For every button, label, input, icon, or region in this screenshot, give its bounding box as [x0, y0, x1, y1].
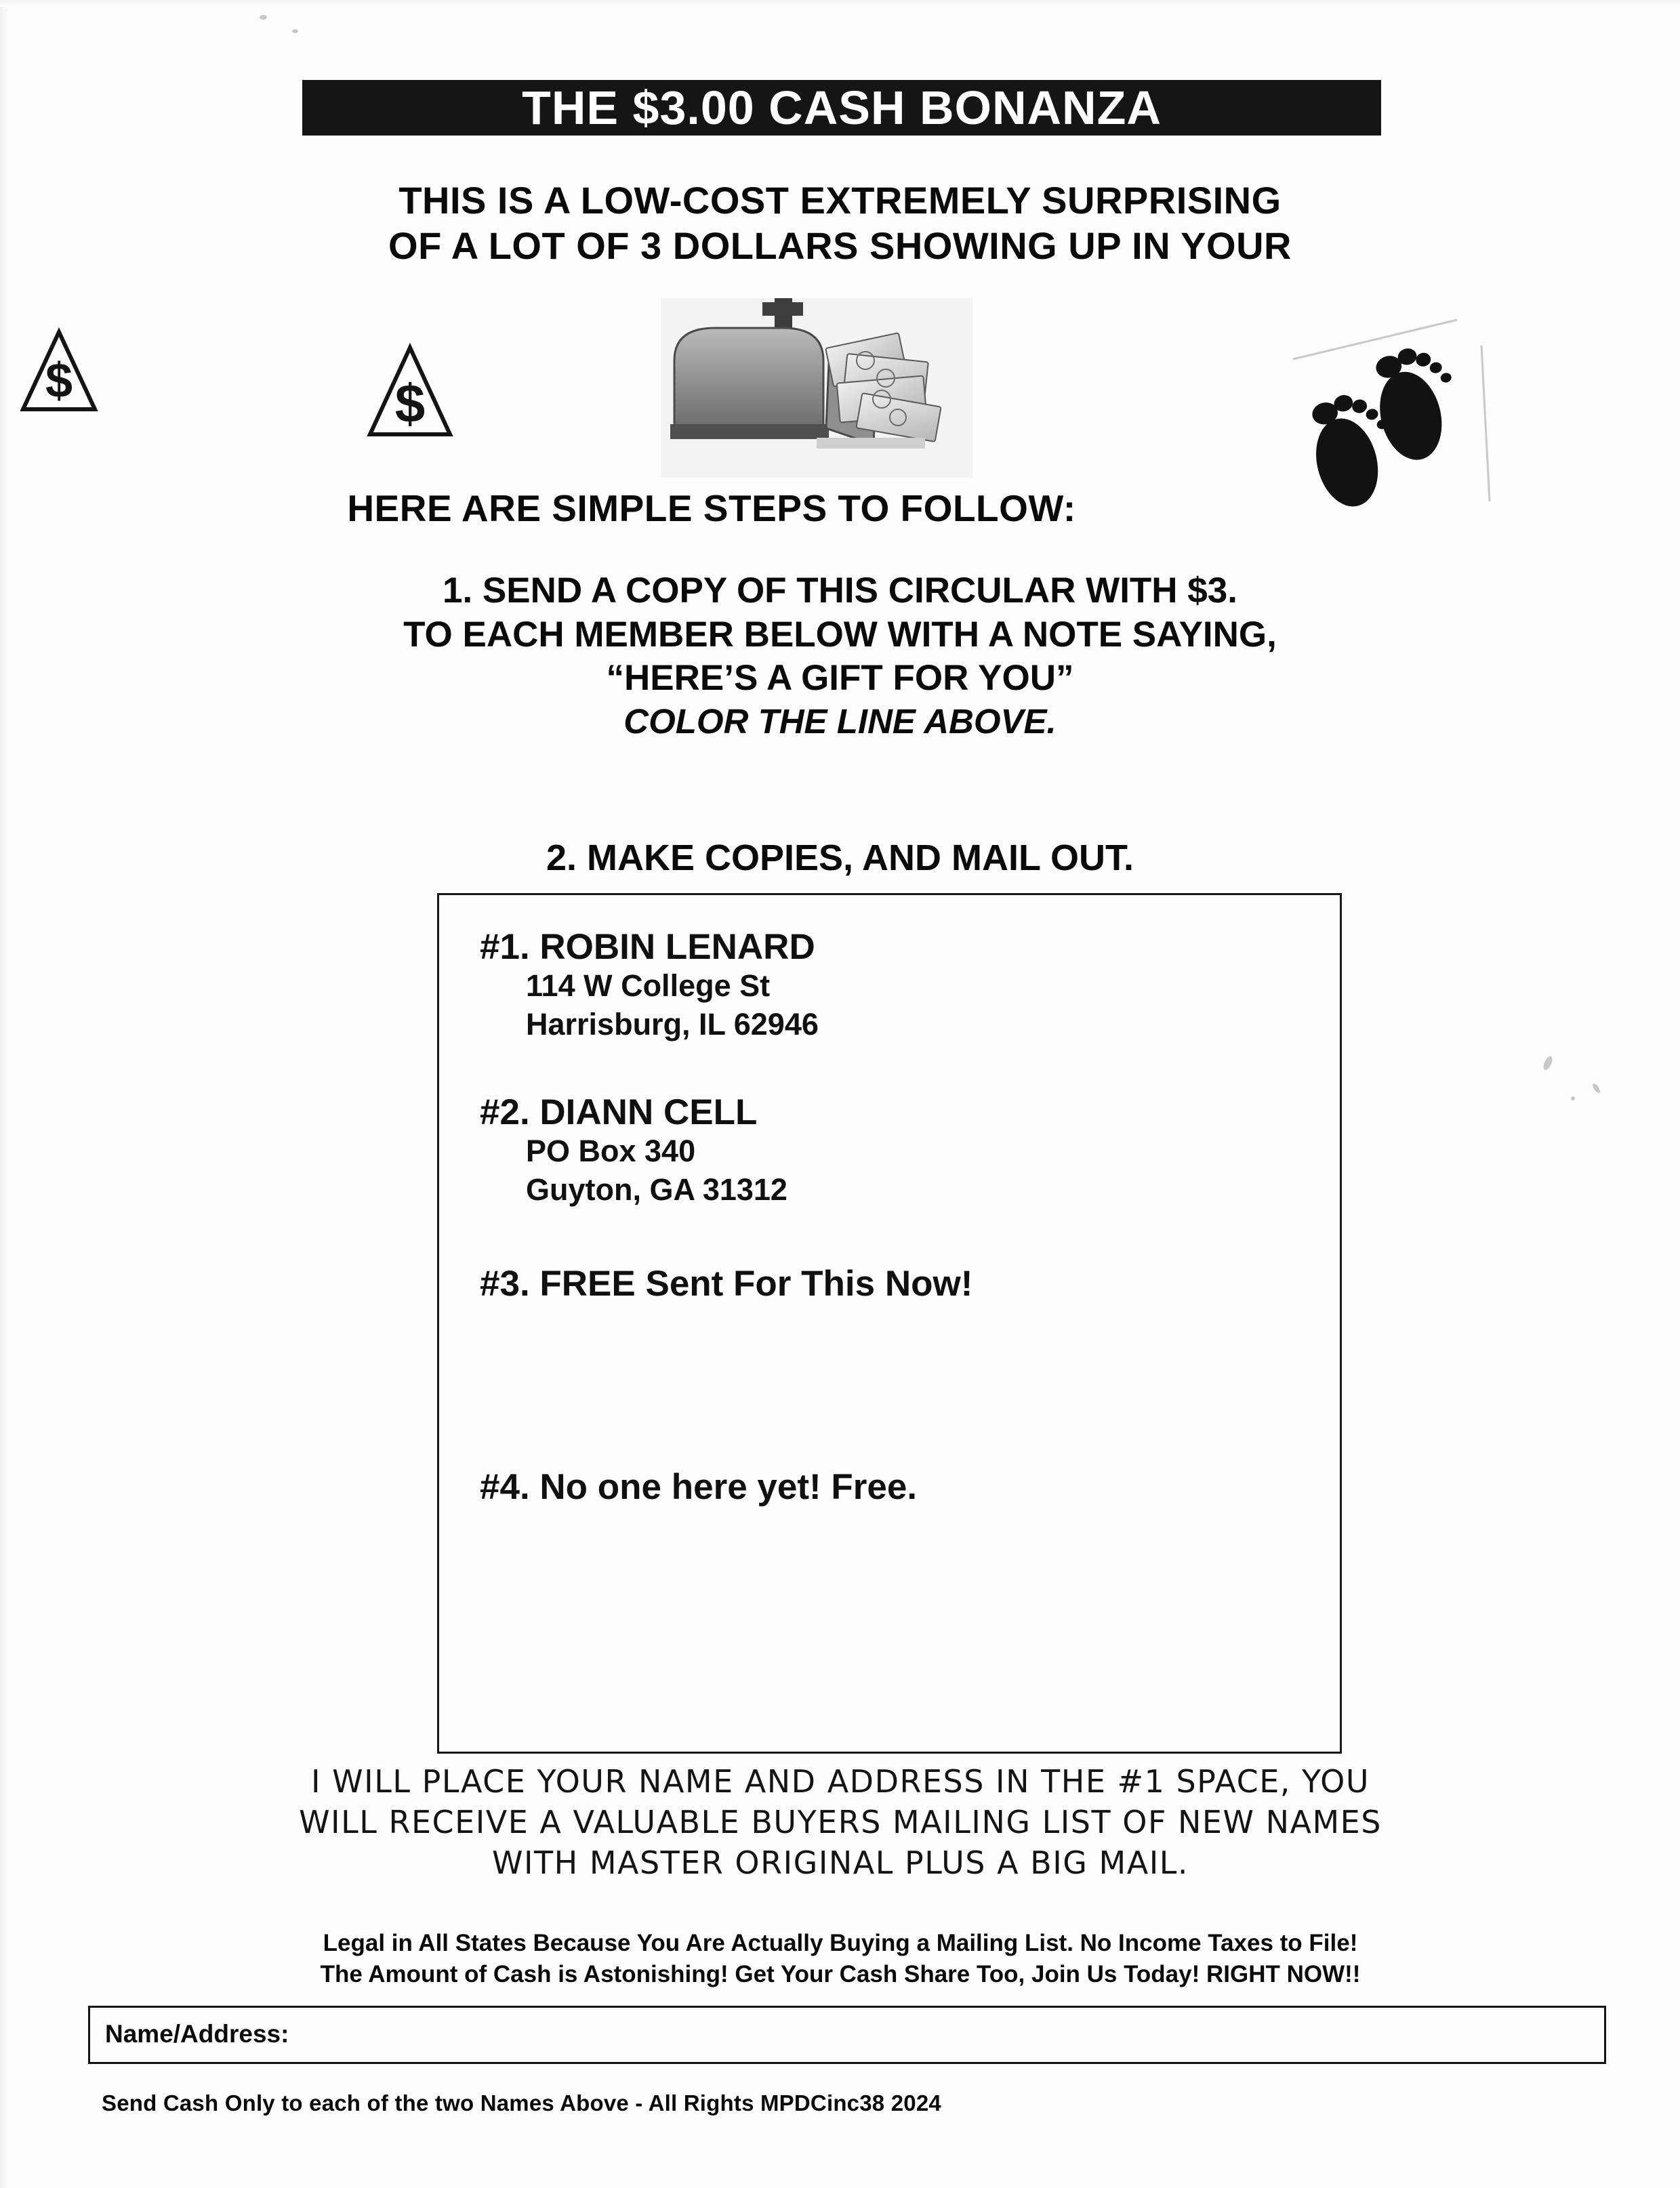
step-1-line-1: 1. SEND A COPY OF THIS CIRCULAR WITH $3. [443, 571, 1237, 611]
mailbox-with-cash-image [661, 298, 972, 478]
member-list-box [437, 893, 1342, 1754]
footer-text: Send Cash Only to each of the two Names Above - All Rights MPDCinc38 2024 [102, 2090, 941, 2115]
scan-speck [260, 15, 267, 20]
member-name: #4. No one here yet! Free. [480, 1467, 918, 1507]
member-address-line-2: Guyton, GA 31312 [526, 1172, 787, 1207]
step-1-line-2: TO EACH MEMBER BELOW WITH A NOTE SAYING, [403, 614, 1277, 655]
step-1-line-4: COLOR THE LINE ABOVE. [623, 701, 1057, 741]
list-item [480, 928, 819, 1044]
subheadline-line-1: THIS IS A LOW-COST EXTREMELY SURPRISING [398, 179, 1282, 222]
scan-speck [1542, 1055, 1554, 1071]
scan-speck [292, 29, 298, 33]
member-name: #3. FREE Sent For This Now! [480, 1264, 973, 1304]
scan-speck [1571, 1096, 1575, 1100]
member-name: #1. ROBIN LENARD [480, 927, 815, 967]
member-name: #2. DIANN CELL [480, 1092, 758, 1132]
handwritten-note-line-1: I WILL PLACE YOUR NAME AND ADDRESS IN THE #1 SPACE, YOU [310, 1763, 1370, 1800]
subheadline-line-2: OF A LOT OF 3 DOLLARS SHOWING UP IN YOUR [388, 224, 1292, 268]
member-address-line-1: PO Box 340 [526, 1134, 696, 1169]
scan-edge-top [0, 0, 1680, 7]
page-title: THE $3.00 CASH BONANZA [522, 81, 1162, 134]
svg-text:$: $ [45, 354, 73, 408]
step-1-line-3: “HERE’S A GIFT FOR YOU” [606, 658, 1074, 699]
steps-heading: HERE ARE SIMPLE STEPS TO FOLLOW: [347, 487, 1076, 529]
legal-disclaimer [81, 1928, 1599, 1989]
name-address-field[interactable] [88, 2006, 1606, 2064]
member-address-line-2: Harrisburg, IL 62946 [526, 1006, 819, 1041]
legal-line-2: The Amount of Cash is Astonishing! Get Your Cash Share Too, Join Us Today! RIGHT NOW!! [320, 1960, 1361, 1987]
page-title-banner [302, 80, 1381, 136]
step-1-block [0, 569, 1680, 743]
scan-edge-left [0, 0, 9, 2188]
handwritten-note-line-3: WITH MASTER ORIGINAL PLUS A BIG MAIL. [491, 1844, 1189, 1881]
legal-line-1: Legal in All States Because You Are Actually Buying a Mailing List. No Income Taxes to File! [323, 1930, 1358, 1956]
name-address-label: Name/Address: [105, 2020, 289, 2048]
handwritten-note [81, 1762, 1599, 1883]
dollar-triangle-icon [366, 342, 454, 440]
list-item [480, 1264, 972, 1304]
list-item [480, 1093, 787, 1209]
list-item [480, 1468, 917, 1507]
member-address-line-1: 114 W College St [526, 968, 771, 1004]
subheadline [0, 178, 1680, 268]
svg-text:$: $ [394, 373, 426, 434]
step-2-line: 2. MAKE COPIES, AND MAIL OUT. [546, 838, 1134, 878]
handwritten-note-line-2: WILL RECEIVE A VALUABLE BUYERS MAILING LIST OF NEW NAMES [299, 1803, 1382, 1840]
scan-speck [1591, 1082, 1601, 1094]
dollar-triangle-icon [20, 327, 98, 415]
